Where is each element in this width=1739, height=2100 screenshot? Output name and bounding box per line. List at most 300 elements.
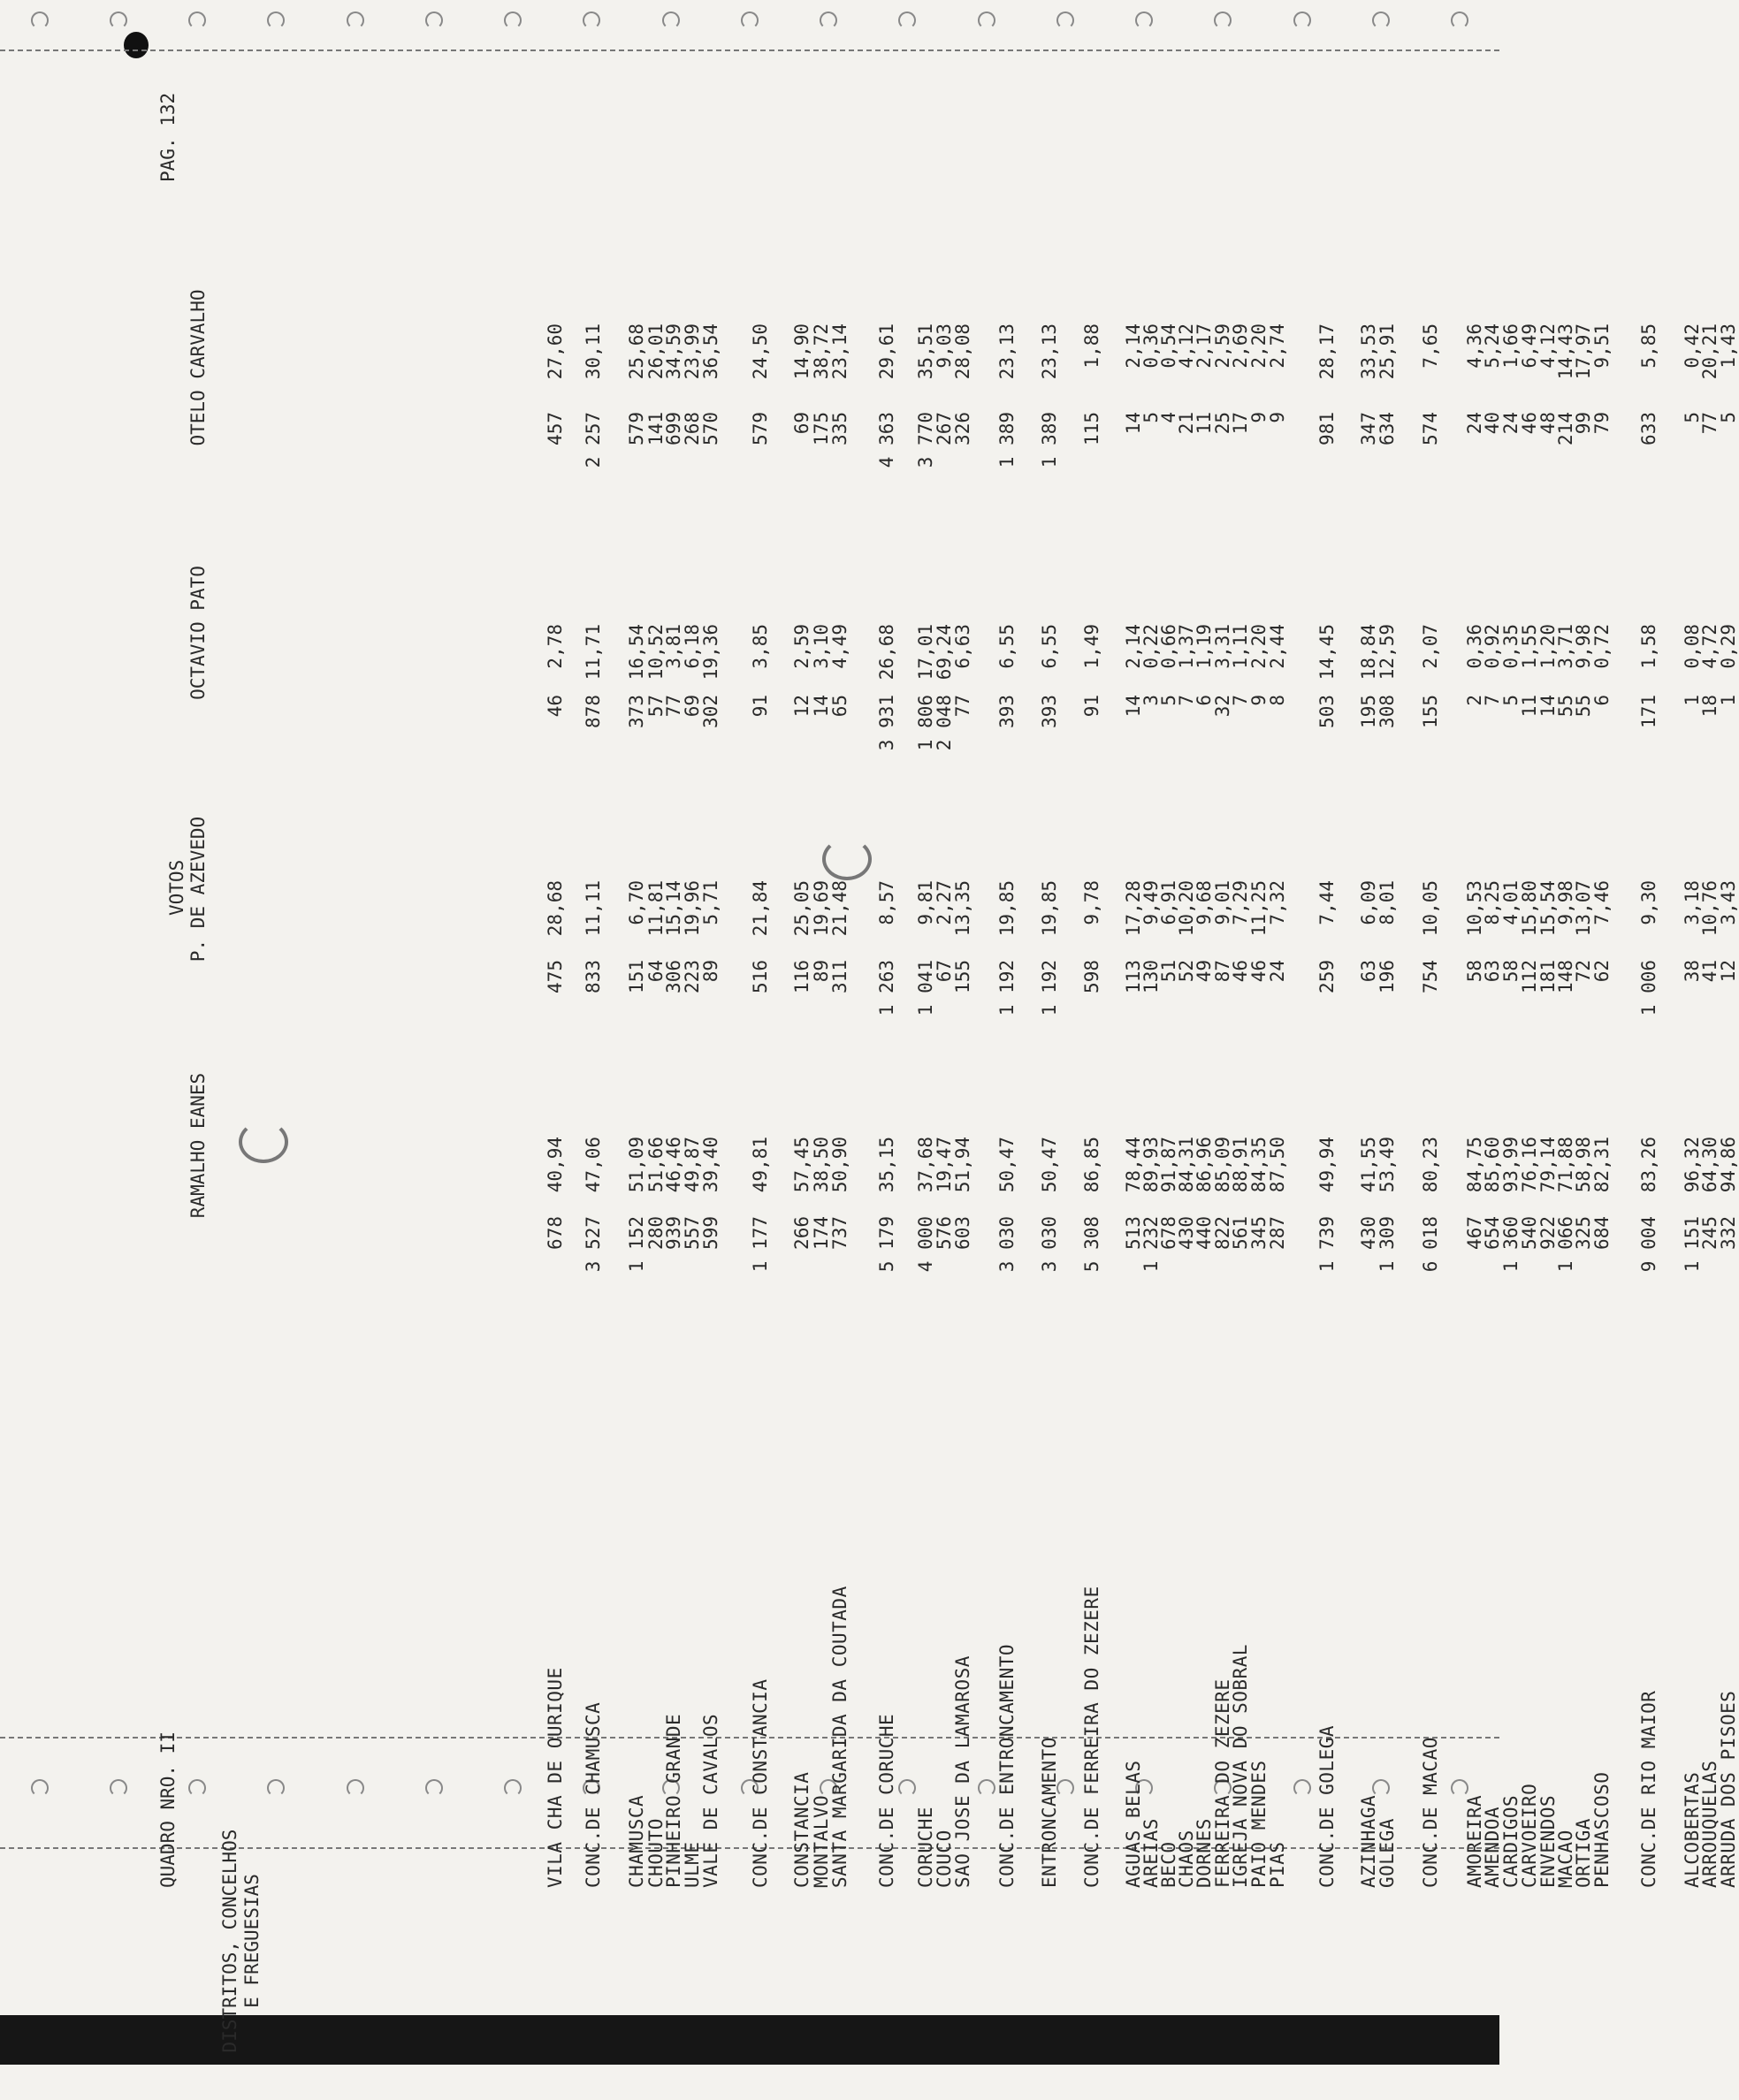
vote-count: 46 <box>545 695 566 718</box>
vote-count: 393 <box>996 695 1018 728</box>
row-name: ALCOBERTAS <box>1682 1771 1703 1888</box>
vote-percent: 9,30 <box>1638 880 1659 925</box>
vote-count: 18 <box>1699 695 1720 718</box>
row-name: CONC.DE CONSTANCIA <box>750 1678 771 1888</box>
vote-count: 151 <box>626 960 647 993</box>
vote-percent: 80,23 <box>1420 1137 1441 1193</box>
vote-percent: 69,24 <box>934 624 955 681</box>
vote-percent: 28,68 <box>545 880 566 937</box>
vote-percent: 0,35 <box>1500 624 1522 669</box>
vote-count: 5 <box>1140 412 1162 423</box>
row-name: DORNES <box>1194 1818 1215 1888</box>
vote-percent: 23,99 <box>682 323 703 380</box>
vote-count: 3 <box>1140 695 1162 706</box>
vote-percent: 14,90 <box>791 323 812 380</box>
vote-count: 12 <box>1718 960 1739 983</box>
vote-count: 113 <box>1123 960 1144 993</box>
vote-percent: 6,63 <box>952 624 973 669</box>
vote-percent: 47,06 <box>583 1137 604 1193</box>
region-column-header-line2: E FREGUESIAS <box>241 1874 263 2008</box>
vote-count: 1 192 <box>1039 960 1060 1016</box>
vote-percent: 9,98 <box>1555 880 1576 925</box>
vote-count: 155 <box>952 960 973 993</box>
vote-count: 325 <box>1573 1216 1594 1250</box>
vote-count: 48 <box>1537 412 1559 435</box>
vote-count: 24 <box>1464 412 1485 435</box>
vote-percent: 1,58 <box>1638 624 1659 669</box>
vote-percent: 84,75 <box>1464 1137 1485 1193</box>
row-name: AZINHAGA <box>1358 1794 1379 1888</box>
vote-count: 3 931 <box>876 695 897 751</box>
row-name: ARRUDA DOS PISOES <box>1718 1690 1739 1888</box>
vote-percent: 7,32 <box>1267 880 1288 925</box>
vote-percent: 88,91 <box>1230 1137 1251 1193</box>
vote-count: 939 <box>663 1216 684 1250</box>
vote-percent: 0,72 <box>1591 624 1613 669</box>
vote-percent: 3,10 <box>811 624 832 669</box>
candidate-header-carvalho: OTELO CARVALHO <box>187 289 209 446</box>
vote-count: 1 309 <box>1377 1216 1398 1273</box>
vote-count: 11 <box>1519 695 1540 718</box>
vote-percent: 17,01 <box>915 624 936 681</box>
row-name: FERREIRA DO ZEZERE <box>1212 1678 1233 1888</box>
vote-count: 14 <box>1123 695 1144 718</box>
vote-count: 69 <box>682 695 703 718</box>
vote-count: 268 <box>682 412 703 445</box>
vote-percent: 2,14 <box>1123 624 1144 669</box>
vote-percent: 4,72 <box>1699 624 1720 669</box>
vote-count: 311 <box>829 960 850 993</box>
vote-count: 57 <box>645 695 667 718</box>
vote-percent: 3,81 <box>663 624 684 669</box>
vote-count: 9 <box>1248 695 1270 706</box>
vote-percent: 11,81 <box>645 880 667 937</box>
row-name: ORTIGA <box>1573 1818 1594 1888</box>
vote-percent: 23,13 <box>1039 323 1060 380</box>
vote-count: 6 <box>1591 695 1613 706</box>
vote-count: 579 <box>750 412 771 445</box>
vote-percent: 49,87 <box>682 1137 703 1193</box>
vote-count: 49 <box>1194 960 1215 983</box>
vote-count: 112 <box>1519 960 1540 993</box>
vote-count: 5 308 <box>1081 1216 1102 1273</box>
vote-count: 570 <box>700 412 721 445</box>
row-name: AGUAS BELAS <box>1123 1760 1144 1888</box>
vote-count: 6 <box>1194 695 1215 706</box>
vote-count: 58 <box>1464 960 1485 983</box>
vote-count: 634 <box>1377 412 1398 445</box>
vote-percent: 6,09 <box>1358 880 1379 925</box>
vote-percent: 89,93 <box>1140 1137 1162 1193</box>
table-label: QUADRO NRO. II <box>157 1731 179 1888</box>
vote-percent: 9,01 <box>1212 880 1233 925</box>
row-name: PENHASCOSO <box>1591 1771 1613 1888</box>
vote-percent: 14,45 <box>1316 624 1338 681</box>
vote-percent: 51,94 <box>952 1137 973 1193</box>
vote-percent: 2,44 <box>1267 624 1288 669</box>
row-name: CARVOEIRO <box>1519 1783 1540 1888</box>
row-name: IGREJA NOVA DO SOBRAL <box>1230 1643 1251 1888</box>
vote-percent: 91,87 <box>1158 1137 1179 1193</box>
vote-percent: 2,07 <box>1420 624 1441 669</box>
vote-percent: 14,43 <box>1555 323 1576 380</box>
vote-percent: 4,01 <box>1500 880 1522 925</box>
row-name: MACAO <box>1555 1830 1576 1888</box>
vote-count: 32 <box>1212 695 1233 718</box>
vote-percent: 6,55 <box>996 624 1018 669</box>
vote-count: 579 <box>626 412 647 445</box>
vote-percent: 38,50 <box>811 1137 832 1193</box>
vote-percent: 78,44 <box>1123 1137 1144 1193</box>
vote-count: 175 <box>811 412 832 445</box>
vote-count: 503 <box>1316 695 1338 728</box>
vote-percent: 19,96 <box>682 880 703 937</box>
row-name: CONC.DE GOLEGA <box>1316 1724 1338 1888</box>
vote-count: 5 <box>1682 412 1703 423</box>
vote-percent: 18,84 <box>1358 624 1379 681</box>
row-name: VALE DE CAVALOS <box>700 1713 721 1888</box>
vote-percent: 50,90 <box>829 1137 850 1193</box>
vote-percent: 58,98 <box>1573 1137 1594 1193</box>
vote-percent: 0,22 <box>1140 624 1162 669</box>
vote-count: 1 360 <box>1500 1216 1522 1273</box>
vote-percent: 27,60 <box>545 323 566 380</box>
vote-percent: 1,66 <box>1500 323 1522 369</box>
vote-count: 130 <box>1140 960 1162 993</box>
vote-count: 4 000 <box>915 1216 936 1273</box>
vote-percent: 23,14 <box>829 323 850 380</box>
vote-percent: 35,15 <box>876 1137 897 1193</box>
vote-count: 24 <box>1267 960 1288 983</box>
vote-percent: 19,47 <box>934 1137 955 1193</box>
row-name: CONC.DE MACAO <box>1420 1737 1441 1888</box>
region-column-header-line1: DISTRITOS, CONCELHOS <box>219 1829 240 2053</box>
vote-count: 38 <box>1682 960 1703 983</box>
vote-percent: 84,31 <box>1176 1137 1197 1193</box>
vote-count: 14 <box>1123 412 1144 435</box>
vote-count: 1 192 <box>996 960 1018 1016</box>
vote-count: 3 030 <box>996 1216 1018 1273</box>
vote-percent: 17,97 <box>1573 323 1594 380</box>
vote-percent: 19,85 <box>1039 880 1060 937</box>
vote-count: 1 177 <box>750 1216 771 1273</box>
vote-count: 64 <box>645 960 667 983</box>
vote-count: 25 <box>1212 412 1233 435</box>
vote-percent: 10,05 <box>1420 880 1441 937</box>
vote-count: 326 <box>952 412 973 445</box>
vote-count: 11 <box>1194 412 1215 435</box>
vote-percent: 28,17 <box>1316 323 1338 380</box>
vote-count: 55 <box>1573 695 1594 718</box>
row-name: AREIAS <box>1140 1818 1162 1888</box>
vote-percent: 9,51 <box>1591 323 1613 369</box>
vote-count: 684 <box>1591 1216 1613 1250</box>
vote-percent: 96,32 <box>1682 1137 1703 1193</box>
vote-percent: 8,25 <box>1482 880 1503 925</box>
vote-percent: 7,65 <box>1420 323 1441 369</box>
vote-percent: 85,60 <box>1482 1137 1503 1193</box>
vote-count: 67 <box>934 960 955 983</box>
vote-count: 21 <box>1176 412 1197 435</box>
vote-percent: 2,59 <box>1212 323 1233 369</box>
row-name: CONC.DE CORUCHE <box>876 1713 897 1888</box>
vote-count: 347 <box>1358 412 1379 445</box>
vote-percent: 41,55 <box>1358 1137 1379 1193</box>
vote-percent: 82,31 <box>1591 1137 1613 1193</box>
vote-count: 5 <box>1718 412 1739 423</box>
vote-percent: 15,14 <box>663 880 684 937</box>
vote-percent: 85,09 <box>1212 1137 1233 1193</box>
row-name: PAIO MENDES <box>1248 1760 1270 1888</box>
vote-count: 1 <box>1718 695 1739 706</box>
vote-count: 654 <box>1482 1216 1503 1250</box>
vote-count: 287 <box>1267 1216 1288 1250</box>
vote-percent: 33,53 <box>1358 323 1379 380</box>
vote-count: 457 <box>545 412 566 445</box>
vote-percent: 57,45 <box>791 1137 812 1193</box>
vote-percent: 86,85 <box>1081 1137 1102 1193</box>
vote-count: 4 <box>1158 412 1179 423</box>
vote-percent: 51,09 <box>626 1137 647 1193</box>
vote-percent: 21,48 <box>829 880 850 937</box>
vote-count: 46 <box>1519 412 1540 435</box>
vote-count: 5 <box>1500 695 1522 706</box>
vote-count: 737 <box>829 1216 850 1250</box>
vote-percent: 39,40 <box>700 1137 721 1193</box>
row-name: CONC.DE RIO MAIOR <box>1638 1690 1659 1888</box>
vote-percent: 40,94 <box>545 1137 566 1193</box>
vote-percent: 24,50 <box>750 323 771 380</box>
vote-percent: 1,37 <box>1176 624 1197 669</box>
vote-percent: 0,36 <box>1140 323 1162 369</box>
vote-percent: 4,36 <box>1464 323 1485 369</box>
vote-count: 171 <box>1638 695 1659 728</box>
row-name: CONC.DE CHAMUSCA <box>583 1701 604 1888</box>
vote-count: 91 <box>1081 695 1102 718</box>
vote-count: 214 <box>1555 412 1576 445</box>
vote-percent: 84,35 <box>1248 1137 1270 1193</box>
vote-count: 467 <box>1464 1216 1485 1250</box>
row-name: BECO <box>1158 1841 1179 1888</box>
vote-percent: 29,61 <box>876 323 897 380</box>
vote-percent: 9,78 <box>1081 880 1102 925</box>
vote-count: 72 <box>1573 960 1594 983</box>
vote-count: 5 <box>1158 695 1179 706</box>
row-name: AMOREIRA <box>1464 1794 1485 1888</box>
row-name: CHAOS <box>1176 1830 1197 1888</box>
vote-count: 89 <box>811 960 832 983</box>
vote-count: 475 <box>545 960 566 993</box>
vote-percent: 11,25 <box>1248 880 1270 937</box>
vote-percent: 23,13 <box>996 323 1018 380</box>
vote-percent: 0,66 <box>1158 624 1179 669</box>
row-name: AMENDOA <box>1482 1806 1503 1888</box>
vote-count: 1 389 <box>996 412 1018 468</box>
vote-count: 5 179 <box>876 1216 897 1273</box>
vote-percent: 6,70 <box>626 880 647 925</box>
vote-percent: 1,11 <box>1230 624 1251 669</box>
vote-percent: 11,11 <box>583 880 604 937</box>
vote-count: 393 <box>1039 695 1060 728</box>
row-name: GOLEGA <box>1377 1818 1398 1888</box>
vote-percent: 4,12 <box>1537 323 1559 369</box>
vote-count: 141 <box>645 412 667 445</box>
vote-count: 1 389 <box>1039 412 1060 468</box>
vote-count: 430 <box>1176 1216 1197 1250</box>
vote-percent: 87,50 <box>1267 1137 1288 1193</box>
vote-count: 981 <box>1316 412 1338 445</box>
vote-percent: 49,94 <box>1316 1137 1338 1193</box>
vote-percent: 1,88 <box>1081 323 1102 369</box>
vote-percent: 2,27 <box>934 880 955 925</box>
vote-count: 7 <box>1230 695 1251 706</box>
row-name: CHOUTO <box>645 1818 667 1888</box>
vote-count: 245 <box>1699 1216 1720 1250</box>
punch-hole-mark <box>239 1121 288 1163</box>
vote-percent: 79,14 <box>1537 1137 1559 1193</box>
vote-percent: 1,43 <box>1718 323 1739 369</box>
vote-count: 223 <box>682 960 703 993</box>
vote-percent: 3,85 <box>750 624 771 669</box>
vote-count: 540 <box>1519 1216 1540 1250</box>
vote-count: 2 257 <box>583 412 604 468</box>
row-name: PINHEIRO GRANDE <box>663 1713 684 1888</box>
vote-count: 430 <box>1358 1216 1379 1250</box>
vote-percent: 5,85 <box>1638 323 1659 369</box>
vote-count: 89 <box>700 960 721 983</box>
vote-count: 40 <box>1482 412 1503 435</box>
vote-count: 266 <box>791 1216 812 1250</box>
vote-count: 7 <box>1482 695 1503 706</box>
vote-percent: 3,43 <box>1718 880 1739 925</box>
vote-count: 99 <box>1573 412 1594 435</box>
vote-percent: 49,81 <box>750 1137 771 1193</box>
vote-percent: 93,99 <box>1500 1137 1522 1193</box>
candidate-header-eanes: RAMALHO EANES <box>187 1072 209 1219</box>
vote-count: 196 <box>1377 960 1398 993</box>
vote-percent: 12,59 <box>1377 624 1398 681</box>
vote-count: 1 066 <box>1555 1216 1576 1273</box>
vote-count: 79 <box>1591 412 1613 435</box>
vote-count: 822 <box>1212 1216 1233 1250</box>
vote-count: 373 <box>626 695 647 728</box>
vote-percent: 10,53 <box>1464 880 1485 937</box>
row-name: SANTA MARGARIDA DA COUTADA <box>829 1586 850 1888</box>
vote-percent: 3,31 <box>1212 624 1233 669</box>
vote-percent: 1,20 <box>1537 624 1559 669</box>
vote-percent: 53,49 <box>1377 1137 1398 1193</box>
vote-count: 17 <box>1230 412 1251 435</box>
vote-count: 678 <box>545 1216 566 1250</box>
vote-count: 41 <box>1699 960 1720 983</box>
vote-percent: 9,03 <box>934 323 955 369</box>
vote-percent: 13,07 <box>1573 880 1594 937</box>
vote-count: 513 <box>1123 1216 1144 1250</box>
vote-percent: 9,49 <box>1140 880 1162 925</box>
vote-percent: 7,44 <box>1316 880 1338 925</box>
vote-count: 440 <box>1194 1216 1215 1250</box>
vote-percent: 86,96 <box>1194 1137 1215 1193</box>
row-name: VILA CHA DE OURIQUE <box>545 1667 566 1888</box>
candidate-header-pato: OCTAVIO PATO <box>187 566 209 700</box>
vote-percent: 51,66 <box>645 1137 667 1193</box>
vote-percent: 5,71 <box>700 880 721 925</box>
vote-count: 1 263 <box>876 960 897 1016</box>
vote-percent: 3,71 <box>1555 624 1576 669</box>
vote-count: 63 <box>1482 960 1503 983</box>
vote-percent: 11,71 <box>583 624 604 681</box>
vote-percent: 7,46 <box>1591 880 1613 925</box>
vote-percent: 25,05 <box>791 880 812 937</box>
vote-percent: 16,54 <box>626 624 647 681</box>
vote-count: 52 <box>1176 960 1197 983</box>
vote-count: 63 <box>1358 960 1379 983</box>
vote-count: 181 <box>1537 960 1559 993</box>
row-name: CONC.DE ENTRONCAMENTO <box>996 1643 1018 1888</box>
vote-count: 302 <box>700 695 721 728</box>
vote-percent: 25,91 <box>1377 323 1398 380</box>
vote-count: 1 232 <box>1140 1216 1162 1273</box>
vote-percent: 1,19 <box>1194 624 1215 669</box>
vote-count: 14 <box>1537 695 1559 718</box>
vote-percent: 50,47 <box>1039 1137 1060 1193</box>
vote-count: 2 048 <box>934 695 955 751</box>
vote-count: 14 <box>811 695 832 718</box>
row-name: ENTRONCAMENTO <box>1039 1737 1060 1888</box>
vote-count: 24 <box>1500 412 1522 435</box>
vote-count: 576 <box>934 1216 955 1250</box>
vote-count: 6 018 <box>1420 1216 1441 1273</box>
vote-count: 8 <box>1267 695 1288 706</box>
vote-percent: 25,68 <box>626 323 647 380</box>
vote-count: 148 <box>1555 960 1576 993</box>
vote-percent: 13,35 <box>952 880 973 937</box>
vote-count: 280 <box>645 1216 667 1250</box>
vote-percent: 10,76 <box>1699 880 1720 937</box>
vote-count: 633 <box>1638 412 1659 445</box>
vote-percent: 2,20 <box>1248 323 1270 369</box>
vote-count: 9 <box>1248 412 1270 423</box>
vote-count: 922 <box>1537 1216 1559 1250</box>
vote-percent: 0,08 <box>1682 624 1703 669</box>
vote-count: 306 <box>663 960 684 993</box>
row-name: CORUCHE <box>915 1806 936 1888</box>
vote-percent: 2,14 <box>1123 323 1144 369</box>
vote-count: 516 <box>750 960 771 993</box>
vote-percent: 2,59 <box>791 624 812 669</box>
row-name: SAO JOSE DA LAMAROSA <box>952 1655 973 1888</box>
vote-count: 91 <box>750 695 771 718</box>
vote-percent: 8,57 <box>876 880 897 925</box>
vote-percent: 19,85 <box>996 880 1018 937</box>
vote-count: 599 <box>700 1216 721 1250</box>
row-name: MONTALVO <box>811 1794 832 1888</box>
vote-count: 603 <box>952 1216 973 1250</box>
vote-count: 308 <box>1377 695 1398 728</box>
vote-count: 62 <box>1591 960 1613 983</box>
vote-percent: 3,18 <box>1682 880 1703 925</box>
vote-count: 1 <box>1682 695 1703 706</box>
vote-count: 1 041 <box>915 960 936 1016</box>
vote-count: 46 <box>1230 960 1251 983</box>
vote-percent: 9,98 <box>1573 624 1594 669</box>
votes-header: VOTOS <box>166 859 187 916</box>
vote-percent: 35,51 <box>915 323 936 380</box>
vote-count: 1 151 <box>1682 1216 1703 1273</box>
vote-count: 9 004 <box>1638 1216 1659 1273</box>
vote-count: 155 <box>1420 695 1441 728</box>
vote-percent: 26,68 <box>876 624 897 681</box>
